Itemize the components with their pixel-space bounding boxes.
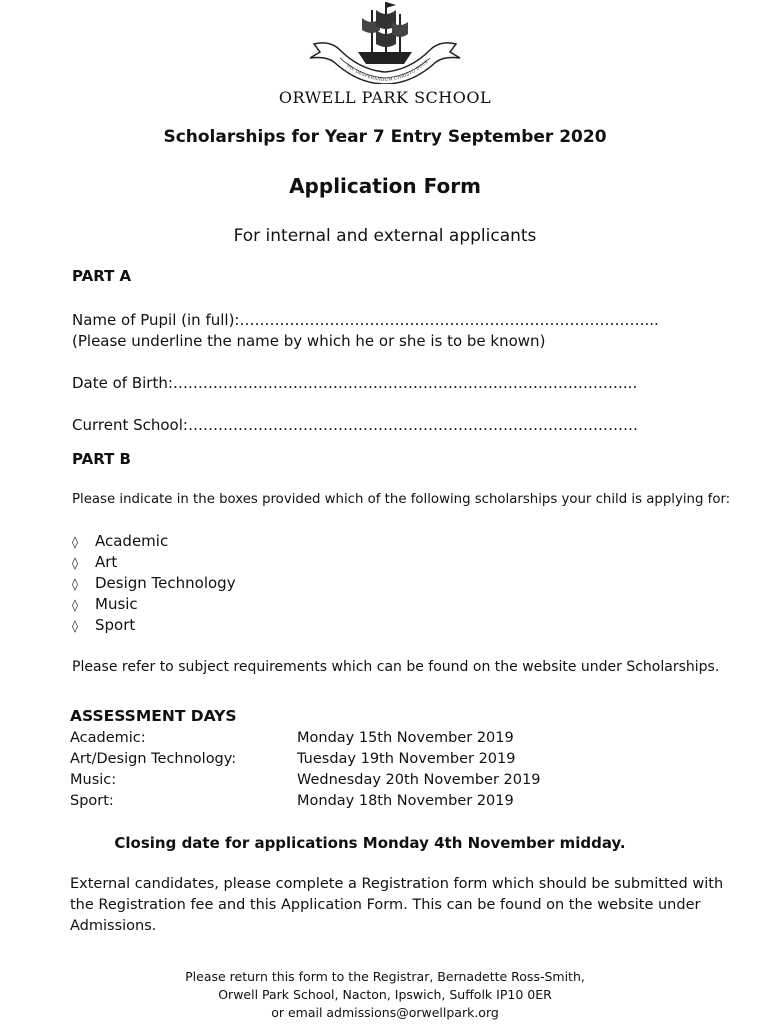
school-address: Orwell Park School, Nacton, Ipswich, Suffolk IP10 0ER <box>218 987 552 1002</box>
contact-email-link[interactable]: or email admissions@orwellpark.org <box>271 1005 499 1020</box>
external-candidates-text: External candidates, please complete a Registration form which should be submitted with <box>70 876 724 892</box>
scholarship-instruction: Please indicate in the boxes provided which of the following scholarships your child is applying for: <box>72 492 731 507</box>
closing-date-notice: Closing date for applications Monday 4th November midday. <box>114 834 626 852</box>
assessment-date: Monday 18th November 2019 <box>297 793 514 809</box>
assessment-days-heading: ASSESSMENT DAYS <box>70 707 237 725</box>
option-box-icon: ◊ <box>72 535 78 549</box>
option-label: Sport <box>95 616 136 634</box>
part-b-heading: PART B <box>72 450 131 468</box>
scholarship-option-academic[interactable] <box>72 532 168 550</box>
option-label: Design Technology <box>95 574 236 592</box>
option-label: Music <box>95 595 138 613</box>
option-label: Art <box>95 553 118 571</box>
option-box-icon: ◊ <box>72 619 78 633</box>
pupil-name-field[interactable]: Name of Pupil (in full):………………………………………………………………………... <box>72 311 659 329</box>
form-subtitle: For internal and external applicants <box>233 226 537 246</box>
form-title: Application Form <box>289 174 481 198</box>
scholarship-requirements-note: Please refer to subject requirements which can be found on the website under Scholarships. <box>72 659 720 675</box>
return-instructions: Please return this form to the Registrar, Bernadette Ross-Smith, <box>185 969 585 984</box>
scholarship-option-design-technology[interactable] <box>72 574 236 592</box>
option-box-icon: ◊ <box>72 598 78 612</box>
school-crest-logo <box>300 0 470 84</box>
assessment-date: Tuesday 19th November 2019 <box>297 751 516 767</box>
assessment-date: Wednesday 20th November 2019 <box>297 772 541 788</box>
scholarship-option-music[interactable] <box>72 595 138 613</box>
assessment-date: Monday 15th November 2019 <box>297 730 514 746</box>
svg-text:NIL DESPERANDUM CHRISTO DUCE: NIL DESPERANDUM CHRISTO DUCE <box>345 58 430 83</box>
assessment-label: Art/Design Technology: <box>70 751 237 767</box>
scholarship-option-art[interactable] <box>72 553 117 571</box>
external-candidates-text: the Registration fee and this Application Form. This can be found on the website under <box>70 897 701 913</box>
assessment-label: Sport: <box>70 793 114 809</box>
assessment-label: Music: <box>70 772 117 788</box>
option-box-icon: ◊ <box>72 556 78 570</box>
external-candidates-text: Admissions. <box>70 918 157 934</box>
part-a-heading: PART A <box>72 267 132 285</box>
scholarship-option-sport[interactable] <box>72 616 135 634</box>
assessment-label: Academic: <box>70 730 146 746</box>
option-box-icon: ◊ <box>72 577 78 591</box>
current-school-field[interactable]: Current School:……………………………………………………………………………… <box>72 416 638 434</box>
pupil-name-note: (Please underline the name by which he or she is to be known) <box>72 332 546 350</box>
school-name: ORWELL PARK SCHOOL <box>278 88 492 107</box>
date-of-birth-field[interactable]: Date of Birth:………………………………………………………………………………... <box>72 374 638 392</box>
page-title: Scholarships for Year 7 Entry September 2020 <box>163 127 607 147</box>
option-label: Academic <box>95 532 169 550</box>
